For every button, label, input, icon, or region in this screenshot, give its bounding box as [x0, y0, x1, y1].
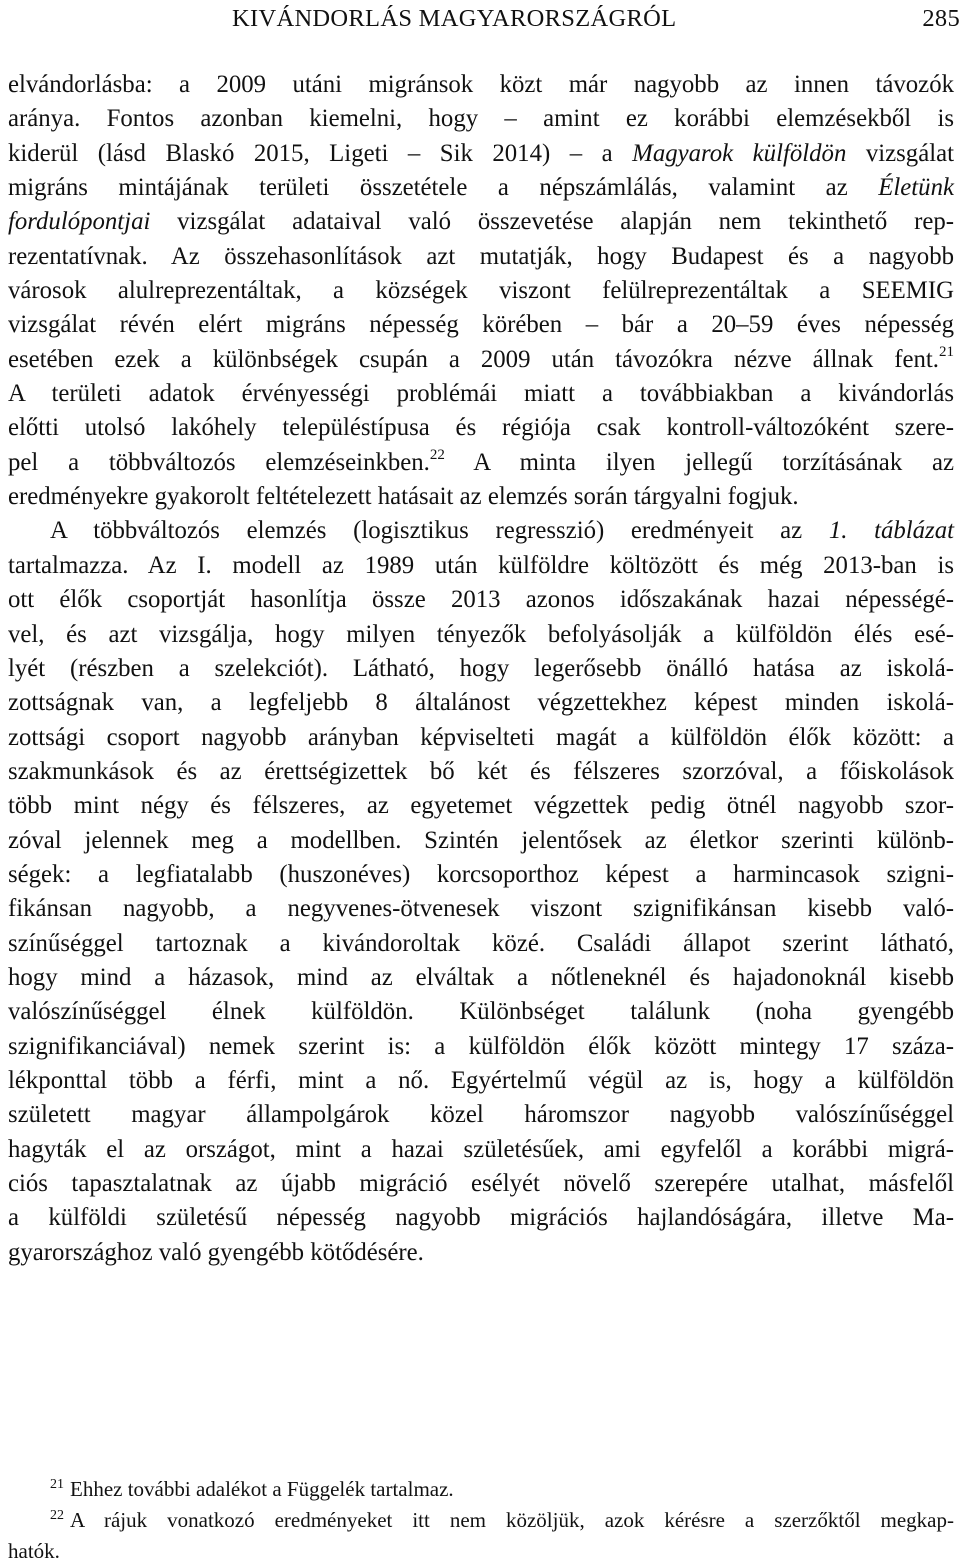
text-segment: pel a többváltozós elemzéseinkben. — [8, 448, 430, 476]
text-line: ségek: a legfiatalabb (huszonéves) korcsoporthoz képest a harmincasok szigni- — [8, 860, 954, 888]
footnote-number: 21 — [50, 1476, 64, 1492]
text-line: zottsági csoport nagyobb arányban képviselteti magát a külföldön élők között: a — [8, 723, 954, 751]
text-line: színűséggel tartoznak a kivándoroltak közé. Családi állapot szerint látható, — [8, 929, 954, 957]
text-line: rezentatívnak. Az összehasonlítások azt mutatják, hogy Budapest és a nagyobb — [8, 242, 954, 270]
text-line — [8, 514, 954, 548]
text-line — [8, 171, 954, 205]
text-segment: A minta ilyen jellegű torzításának az — [444, 448, 954, 476]
text-line — [8, 446, 954, 480]
text-line: aránya. Fontos azonban kiemelni, hogy – amint ez korábbi elemzésekből is — [8, 105, 954, 133]
text-line: városok alulreprezentáltak, a községek viszont felülreprezentáltak a SEEMIG — [8, 277, 954, 305]
footnote-22 — [8, 1505, 954, 1536]
text-line: elvándorlásba: a 2009 utáni migránsok közt már nagyobb az innen távozók — [8, 71, 954, 98]
text-line: zóval jelennek meg a modellben. Szintén jelentősek az életkor szerinti különb- — [8, 826, 954, 854]
footnote-divider — [8, 1466, 258, 1467]
text-line: több mint négy és félszeres, az egyetemet végzettek pedig ötnél nagyobb szor- — [8, 792, 954, 820]
footnote-ref-21[interactable]: 21 — [939, 343, 954, 360]
italic-table-reference: 1. táblázat — [828, 517, 954, 545]
italic-title-fordulopontjai: fordulópontjai — [8, 208, 151, 236]
text-line: szakmunkások és az érettségizettek bő két és félszeres szorzóval, a főiskolások — [8, 757, 954, 785]
running-title: KIVÁNDORLÁS MAGYARORSZÁGRÓL — [232, 5, 677, 32]
text-line: hogy mind a házasok, mind az elváltak a nőtleneknél és hajadonoknál kisebb — [8, 963, 954, 991]
text-line: született magyar állampolgárok közel háromszor nagyobb valószínűséggel — [8, 1101, 954, 1129]
text-line — [8, 137, 954, 171]
text-line: ott élők csoportját hasonlítja össze 2013 azonos időszakának hazai népességé- — [8, 586, 954, 614]
footnote-22-continuation: hatók. — [8, 1539, 60, 1563]
footnotes — [8, 1474, 954, 1567]
text-line: vel, és azt vizsgálja, hogy milyen tényezők befolyásolják a külföldön élés esé- — [8, 620, 954, 648]
footnote-number: 22 — [50, 1507, 64, 1523]
footnote-ref-22[interactable]: 22 — [429, 446, 445, 463]
text-line: szignifikanciával) nemek szerint is: a külföldön élők között mintegy 17 száza- — [8, 1032, 954, 1060]
text-line: ciós tapasztalatnak az újabb migráció esélyét növelő szerepére utalhat, másfelől — [8, 1170, 954, 1197]
text-segment: migráns mintájának területi összetétele a népszámlálás, valamint az — [8, 174, 879, 202]
text-segment: kiderül (lásd Blaskó 2015, Ligeti – Sik 2014) – a — [8, 139, 633, 167]
text-line: vizsgálat révén elért migráns népesség körében – bár a 20–59 éves népesség — [8, 311, 954, 339]
text-line: tartalmazza. Az I. modell az 1989 után külföldre költözött és még 2013-ban is — [8, 551, 954, 579]
text-line: a külföldi születésű népesség nagyobb migrációs hajlandóságára, illetve Ma- — [8, 1204, 954, 1232]
text-line: eredményekre gyakorolt feltételezett hatásait az elemzés során tárgyalni fogjuk. — [8, 483, 799, 511]
text-line — [8, 343, 954, 377]
page-number: 285 — [922, 5, 960, 32]
text-segment: vizsgálat adataival való összevetése alapján nem tekinthető rep- — [150, 208, 954, 236]
footnote-text: Ehhez további adalékot a Függelék tartalmaz. — [70, 1477, 454, 1501]
text-line: előtti utolsó lakóhely településtípusa és régiója csak kontroll-változóként szere- — [8, 414, 954, 442]
italic-title-eletunk: Életünk — [878, 174, 954, 202]
text-segment: vizsgálat — [846, 139, 954, 167]
footnote-21 — [8, 1474, 954, 1505]
text-line: gyarországhoz való gyengébb kötődésére. — [8, 1238, 424, 1266]
text-line: hagyták el az országot, mint a hazai születésűek, ami egyfelől a korábbi migrá- — [8, 1135, 954, 1163]
footnote-text: A rájuk vonatkozó eredményeket itt nem közöljük, azok kérésre a szerzőktől megkap- — [70, 1508, 954, 1532]
text-line: zottságnak van, a legfeljebb 8 általánost végzettekhez képest minden iskolá- — [8, 689, 954, 717]
text-line: lékponttal több a férfi, mint a nő. Egyértelmű végül az is, hogy a külföldön — [8, 1066, 954, 1094]
text-line: lyét (részben a szelekciót). Látható, hogy legerősebb önálló hatása az iskolá- — [8, 654, 954, 682]
text-line: A területi adatok érvényességi problémái miatt a továbbiakban a kivándorlás — [8, 380, 954, 408]
text-line — [8, 205, 954, 239]
text-line: valószínűséggel élnek külföldön. Különbséget találunk (noha gyengébb — [8, 998, 954, 1026]
running-head — [232, 2, 960, 36]
text-segment: A többváltozós elemzés (logisztikus regresszió) eredményeit az — [50, 517, 829, 545]
text-line: fikánsan nagyobb, a negyvenes-ötvenesek viszont szignifikánsan kisebb való- — [8, 895, 954, 923]
italic-title-magyarok-kulfoldon: Magyarok külföldön — [632, 139, 847, 167]
body-paragraphs — [8, 68, 954, 1270]
text-segment: esetében ezek a különbségek csupán a 2009 után távozókra nézve állnak fent. — [8, 345, 939, 373]
